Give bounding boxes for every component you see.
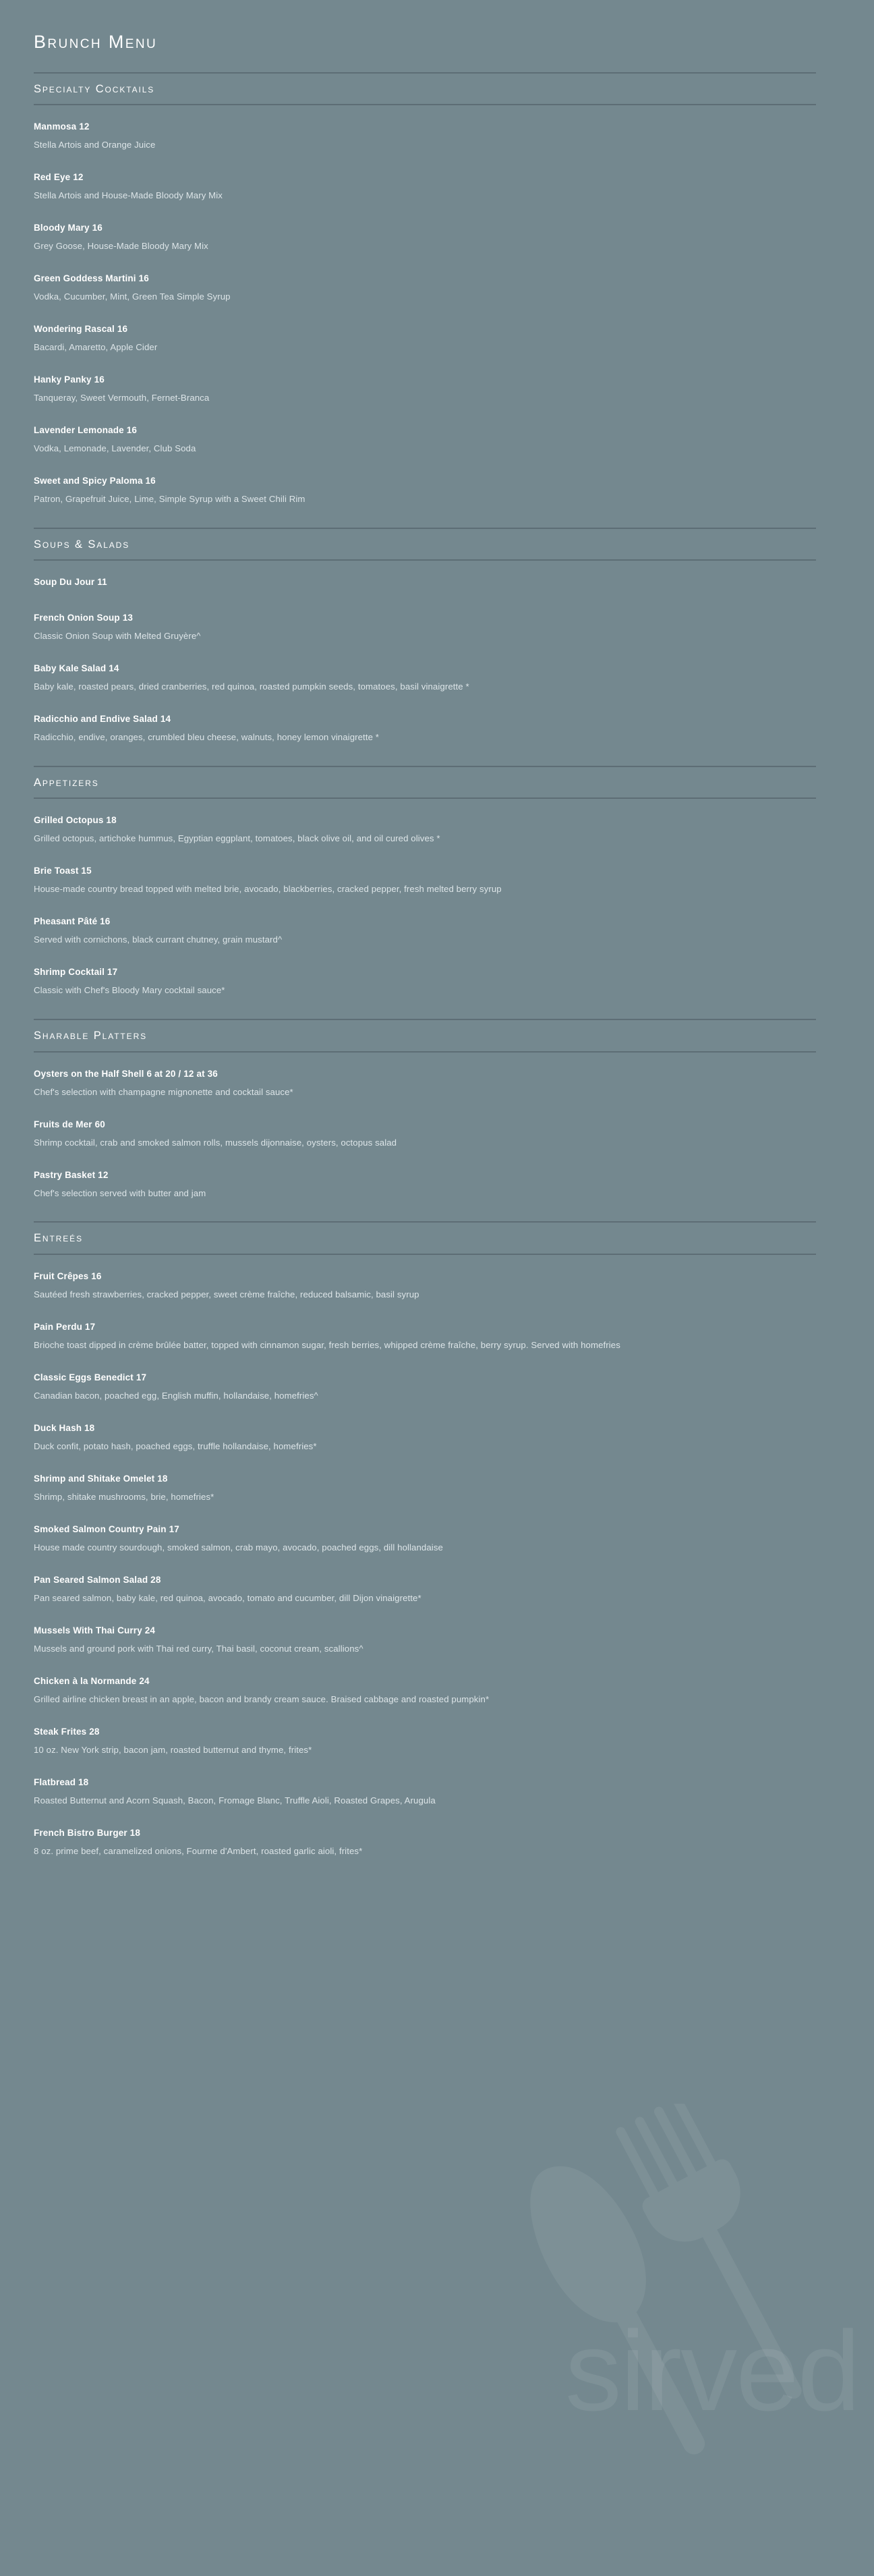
menu-item-description: Grey Goose, House-Made Bloody Mary Mix [34, 241, 208, 252]
menu-item-description: Grilled octopus, artichoke hummus, Egyptian eggplant, tomatoes, black olive oil, and oil cured olives * [34, 833, 440, 844]
menu-item [34, 373, 816, 424]
menu-item [34, 915, 816, 965]
menu-item-name: Chicken à la Normande 24 [34, 1675, 150, 1686]
menu-item-name: Soup Du Jour 11 [34, 577, 107, 588]
menu-section [34, 528, 816, 766]
menu-page [0, 12, 874, 1906]
menu-item-description: Stella Artois and House-Made Bloody Mary Mix [34, 190, 223, 201]
menu-item [34, 576, 816, 611]
menu-item-name: Manmosa 12 [34, 121, 90, 132]
menu-item-name: Shrimp and Shitake Omelet 18 [34, 1473, 168, 1484]
menu-item-description: House made country sourdough, smoked salmon, crab mayo, avocado, poached eggs, dill hollandaise [34, 1542, 443, 1553]
menu-item [34, 1118, 816, 1169]
menu-sections [34, 72, 816, 1880]
menu-item-description: Shrimp, shitake mushrooms, brie, homefries* [34, 1492, 214, 1503]
menu-item [34, 1472, 816, 1523]
menu-item-description: Radicchio, endive, oranges, crumbled bleu cheese, walnuts, honey lemon vinaigrette * [34, 731, 380, 742]
menu-item [34, 1624, 816, 1675]
menu-item-name: Pastry Basket 12 [34, 1169, 109, 1180]
menu-item-description: Baby kale, roasted pears, dried cranberries, red quinoa, roasted pumpkin seeds, tomatoes, basil vinaigrette * [34, 681, 469, 692]
menu-item-name: Grilled Octopus 18 [34, 815, 117, 826]
menu-item-name: Classic Eggs Benedict 17 [34, 1372, 147, 1382]
menu-item-name: Hanky Panky 16 [34, 374, 105, 385]
menu-item [34, 1523, 816, 1573]
menu-item-list [34, 1053, 816, 1222]
menu-item [34, 424, 816, 474]
menu-item [34, 171, 816, 221]
menu-item [34, 474, 816, 528]
menu-item-list [34, 561, 816, 765]
menu-item [34, 1169, 816, 1222]
menu-item [34, 1573, 816, 1624]
menu-item-name: Green Goddess Martini 16 [34, 273, 149, 284]
menu-item [34, 1270, 816, 1320]
menu-item-name: Brie Toast 15 [34, 866, 92, 876]
menu-item-name: Bloody Mary 16 [34, 223, 103, 233]
menu-item-list [34, 1255, 816, 1879]
menu-item-name: Lavender Lemonade 16 [34, 424, 138, 435]
menu-item-name: Flatbread 18 [34, 1776, 89, 1787]
menu-item-name: Wondering Rascal 16 [34, 323, 128, 334]
menu-item [34, 323, 816, 373]
menu-item-name: Red Eye 12 [34, 172, 84, 183]
menu-section [34, 72, 816, 528]
menu-item-description: Roasted Butternut and Acorn Squash, Bacon, Fromage Blanc, Truffle Aioli, Roasted Grapes, Arugula [34, 1795, 436, 1805]
menu-item-description: Pan seared salmon, baby kale, red quinoa, avocado, tomato and cucumber, dill Dijon vinaigrette* [34, 1593, 421, 1604]
section-heading: Specialty Cocktails [34, 82, 155, 95]
menu-item-description: House-made country bread topped with melted brie, avocado, blackberries, cracked pepper, fresh melted berry syrup [34, 884, 502, 895]
section-heading: Soups & Salads [34, 538, 130, 551]
section-heading: Entreés [34, 1232, 83, 1245]
menu-item [34, 221, 816, 272]
menu-item-name: Mussels With Thai Curry 24 [34, 1625, 156, 1635]
menu-item [34, 1067, 816, 1118]
menu-item-list [34, 105, 816, 528]
menu-item-name: Smoked Salmon Country Pain 17 [34, 1523, 179, 1534]
page-title: Brunch Menu [34, 32, 158, 53]
menu-item-description: Canadian bacon, poached egg, English muffin, hollandaise, homefries^ [34, 1391, 318, 1401]
menu-item-list [34, 799, 816, 1019]
menu-item [34, 1826, 816, 1880]
menu-item [34, 272, 816, 323]
menu-item [34, 611, 816, 662]
menu-section [34, 1019, 816, 1221]
menu-item-description: Bacardi, Amaretto, Apple Cider [34, 342, 158, 353]
menu-item-name: Pain Perdu 17 [34, 1322, 96, 1333]
menu-item [34, 1422, 816, 1472]
menu-item-description: Stella Artois and Orange Juice [34, 140, 156, 150]
menu-item [34, 864, 816, 915]
menu-item-description: Tanqueray, Sweet Vermouth, Fernet-Branca [34, 393, 210, 403]
menu-item-name: Pheasant Pâté 16 [34, 916, 111, 927]
watermark-utensils-icon [490, 2104, 867, 2455]
menu-item [34, 1776, 816, 1826]
menu-item-description: Vodka, Cucumber, Mint, Green Tea Simple Syrup [34, 291, 231, 302]
menu-item-description: Mussels and ground pork with Thai red curry, Thai basil, coconut cream, scallions^ [34, 1644, 363, 1654]
menu-item-name: Radicchio and Endive Salad 14 [34, 713, 171, 724]
menu-item [34, 814, 816, 864]
menu-item-name: Baby Kale Salad 14 [34, 663, 119, 673]
menu-item [34, 712, 816, 766]
menu-item-name: Fruit Crêpes 16 [34, 1271, 102, 1282]
menu-item [34, 1725, 816, 1776]
menu-section [34, 766, 816, 1019]
menu-item-description: Classic with Chef's Bloody Mary cocktail sauce* [34, 985, 225, 996]
menu-item-description: Chef's selection served with butter and jam [34, 1187, 206, 1198]
menu-item-description: Shrimp cocktail, crab and smoked salmon rolls, mussels dijonnaise, oysters, octopus salad [34, 1137, 397, 1148]
menu-section [34, 1221, 816, 1879]
menu-item [34, 1320, 816, 1371]
menu-item-description: Sautéed fresh strawberries, cracked pepper, sweet crème fraîche, reduced balsamic, basil syrup [34, 1289, 419, 1300]
menu-item-name: Pan Seared Salmon Salad 28 [34, 1574, 161, 1585]
menu-item-description: 8 oz. prime beef, caramelized onions, Fourme d'Ambert, roasted garlic aioli, frites* [34, 1845, 363, 1856]
menu-item-description: Brioche toast dipped in crème brûlée batter, topped with cinnamon sugar, fresh berries, whipped crème fraîche, berry syrup. Served with homefries [34, 1340, 620, 1351]
menu-item-name: French Onion Soup 13 [34, 612, 134, 623]
watermark-brand-text: sirved [564, 2307, 859, 2435]
menu-item-description: Duck confit, potato hash, poached eggs, truffle hollandaise, homefries* [34, 1441, 317, 1452]
menu-item [34, 1371, 816, 1422]
menu-item-description: Grilled airline chicken breast in an apple, bacon and brandy cream sauce. Braised cabbage and roasted pumpkin* [34, 1693, 490, 1704]
menu-item-name: Duck Hash 18 [34, 1422, 95, 1433]
menu-item-name: Steak Frites 28 [34, 1726, 100, 1737]
menu-item-description: Chef's selection with champagne mignonette and cocktail sauce* [34, 1086, 293, 1097]
menu-item-description: Classic Onion Soup with Melted Gruyère^ [34, 630, 201, 641]
menu-item-name: French Bistro Burger 18 [34, 1827, 140, 1838]
menu-item-name: Fruits de Mer 60 [34, 1119, 105, 1129]
menu-item-description: Patron, Grapefruit Juice, Lime, Simple Syrup with a Sweet Chili Rim [34, 494, 305, 505]
menu-item-name: Oysters on the Half Shell 6 at 20 / 12 at 36 [34, 1068, 218, 1079]
section-heading: Appetizers [34, 776, 99, 789]
menu-item [34, 120, 816, 171]
menu-item [34, 662, 816, 712]
menu-item [34, 1675, 816, 1725]
menu-item [34, 965, 816, 1019]
menu-item-description: 10 oz. New York strip, bacon jam, roasted butternut and thyme, frites* [34, 1744, 312, 1755]
menu-item-name: Sweet and Spicy Paloma 16 [34, 475, 156, 486]
menu-item-name: Shrimp Cocktail 17 [34, 967, 118, 978]
section-heading: Sharable Platters [34, 1029, 148, 1042]
menu-item-description: Vodka, Lemonade, Lavender, Club Soda [34, 443, 196, 454]
menu-item-description: Served with cornichons, black currant chutney, grain mustard^ [34, 934, 283, 945]
